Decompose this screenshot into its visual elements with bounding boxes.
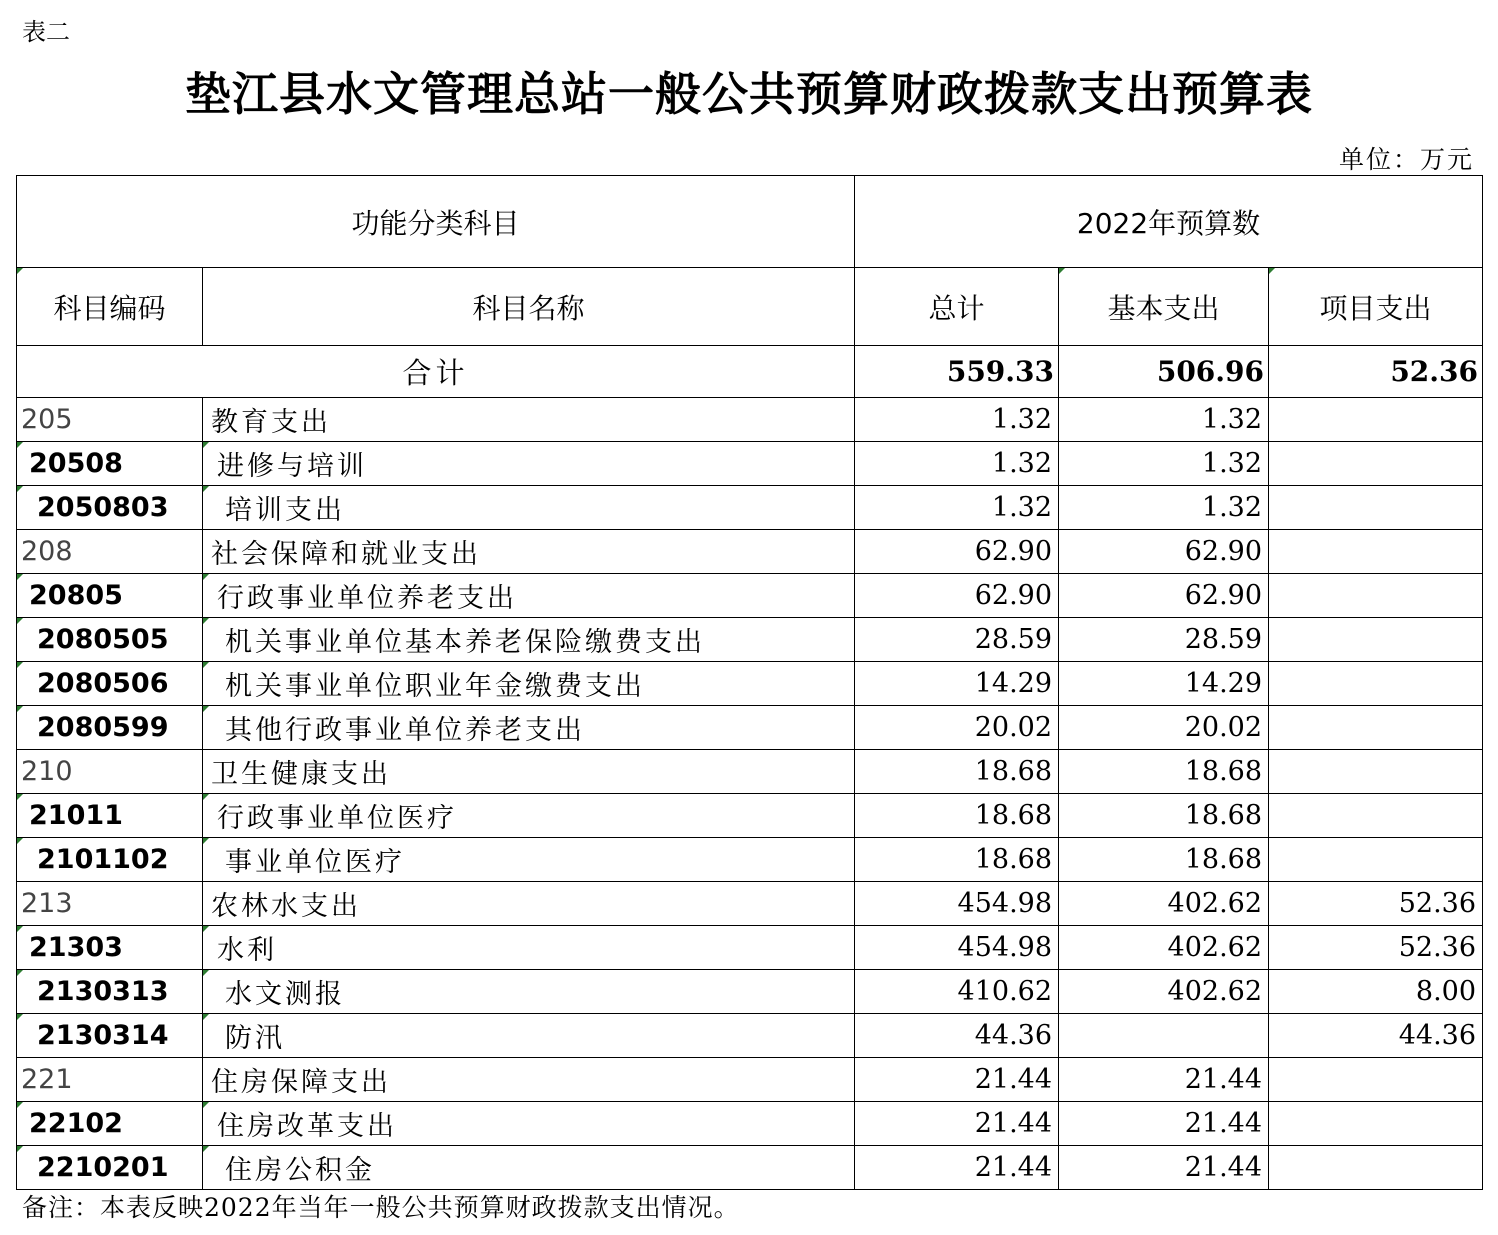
table-row — [17, 1102, 1483, 1146]
table-row — [17, 530, 1483, 574]
row-basic: 1.32 — [1059, 442, 1269, 486]
header-basic: 基本支出 — [1059, 268, 1269, 346]
header-project: 项目支出 — [1269, 268, 1483, 346]
row-basic: 28.59 — [1059, 618, 1269, 662]
row-project — [1269, 574, 1483, 618]
row-name: 培训支出 — [203, 486, 855, 530]
total-total: 559.33 — [855, 346, 1059, 398]
row-code: 221 — [17, 1058, 203, 1102]
row-project: 52.36 — [1269, 882, 1483, 926]
row-project: 44.36 — [1269, 1014, 1483, 1058]
row-code: 20508 — [17, 442, 203, 486]
row-total: 1.32 — [855, 486, 1059, 530]
row-code: 2101102 — [17, 838, 203, 882]
row-name: 行政事业单位医疗 — [203, 794, 855, 838]
row-project — [1269, 398, 1483, 442]
header-row-sub — [17, 268, 1483, 346]
row-total: 62.90 — [855, 574, 1059, 618]
row-total: 410.62 — [855, 970, 1059, 1014]
row-name: 进修与培训 — [203, 442, 855, 486]
unit-label: 单位：万元 — [1338, 145, 1474, 174]
row-basic: 21.44 — [1059, 1146, 1269, 1190]
row-name: 机关事业单位职业年金缴费支出 — [203, 662, 855, 706]
footnote: 备注：本表反映2022年当年一般公共预算财政拨款支出情况。 — [22, 1193, 740, 1222]
total-basic: 506.96 — [1059, 346, 1269, 398]
row-total: 62.90 — [855, 530, 1059, 574]
row-project — [1269, 750, 1483, 794]
row-project: 8.00 — [1269, 970, 1483, 1014]
row-name: 行政事业单位养老支出 — [203, 574, 855, 618]
table-row — [17, 618, 1483, 662]
row-total: 44.36 — [855, 1014, 1059, 1058]
row-basic: 62.90 — [1059, 530, 1269, 574]
row-code: 2130314 — [17, 1014, 203, 1058]
row-code: 2080599 — [17, 706, 203, 750]
row-basic: 402.62 — [1059, 970, 1269, 1014]
row-name: 水利 — [203, 926, 855, 970]
row-name: 防汛 — [203, 1014, 855, 1058]
row-name: 社会保障和就业支出 — [203, 530, 855, 574]
row-project — [1269, 838, 1483, 882]
row-name: 水文测报 — [203, 970, 855, 1014]
row-basic: 20.02 — [1059, 706, 1269, 750]
row-total: 21.44 — [855, 1058, 1059, 1102]
table-row — [17, 662, 1483, 706]
row-basic — [1059, 1014, 1269, 1058]
row-code: 2210201 — [17, 1146, 203, 1190]
row-name: 农林水支出 — [203, 882, 855, 926]
row-project — [1269, 530, 1483, 574]
row-project — [1269, 618, 1483, 662]
row-total: 18.68 — [855, 794, 1059, 838]
row-basic: 18.68 — [1059, 750, 1269, 794]
row-total: 21.44 — [855, 1102, 1059, 1146]
row-total: 1.32 — [855, 398, 1059, 442]
table-row — [17, 574, 1483, 618]
page-title: 垫江县水文管理总站一般公共预算财政拨款支出预算表 — [185, 67, 1313, 121]
total-label: 合计 — [17, 346, 855, 398]
table-row — [17, 838, 1483, 882]
row-code: 22102 — [17, 1102, 203, 1146]
row-name: 住房保障支出 — [203, 1058, 855, 1102]
row-code: 21303 — [17, 926, 203, 970]
row-basic: 21.44 — [1059, 1102, 1269, 1146]
table-row — [17, 1014, 1483, 1058]
row-name: 其他行政事业单位养老支出 — [203, 706, 855, 750]
row-basic: 1.32 — [1059, 398, 1269, 442]
row-name: 事业单位医疗 — [203, 838, 855, 882]
total-row — [17, 346, 1483, 398]
row-total: 454.98 — [855, 926, 1059, 970]
row-code: 2050803 — [17, 486, 203, 530]
row-project — [1269, 662, 1483, 706]
row-total: 20.02 — [855, 706, 1059, 750]
header-name: 科目名称 — [203, 268, 855, 346]
row-basic: 1.32 — [1059, 486, 1269, 530]
row-total: 28.59 — [855, 618, 1059, 662]
row-code: 2130313 — [17, 970, 203, 1014]
row-code: 2080505 — [17, 618, 203, 662]
row-project — [1269, 1146, 1483, 1190]
table-row — [17, 706, 1483, 750]
header-func-category: 功能分类科目 — [17, 176, 855, 268]
row-name: 住房改革支出 — [203, 1102, 855, 1146]
row-name: 卫生健康支出 — [203, 750, 855, 794]
row-basic: 402.62 — [1059, 926, 1269, 970]
row-code: 20805 — [17, 574, 203, 618]
row-total: 454.98 — [855, 882, 1059, 926]
budget-table — [16, 175, 1483, 1190]
table-row — [17, 398, 1483, 442]
row-basic: 18.68 — [1059, 838, 1269, 882]
row-project — [1269, 794, 1483, 838]
row-project: 52.36 — [1269, 926, 1483, 970]
header-budget-year: 2022年预算数 — [855, 176, 1483, 268]
table-row — [17, 1058, 1483, 1102]
row-project — [1269, 1058, 1483, 1102]
table-row — [17, 750, 1483, 794]
row-total: 18.68 — [855, 750, 1059, 794]
row-code: 208 — [17, 530, 203, 574]
table-row — [17, 1146, 1483, 1190]
table-row — [17, 486, 1483, 530]
header-row-top — [17, 176, 1483, 268]
header-total: 总计 — [855, 268, 1059, 346]
row-name: 住房公积金 — [203, 1146, 855, 1190]
table-row — [17, 882, 1483, 926]
row-project — [1269, 706, 1483, 750]
row-project — [1269, 442, 1483, 486]
table-row — [17, 794, 1483, 838]
row-basic: 402.62 — [1059, 882, 1269, 926]
row-name: 教育支出 — [203, 398, 855, 442]
row-basic: 62.90 — [1059, 574, 1269, 618]
row-total: 1.32 — [855, 442, 1059, 486]
row-project — [1269, 486, 1483, 530]
row-code: 2080506 — [17, 662, 203, 706]
table-row — [17, 442, 1483, 486]
row-total: 18.68 — [855, 838, 1059, 882]
row-code: 213 — [17, 882, 203, 926]
row-code: 205 — [17, 398, 203, 442]
row-basic: 14.29 — [1059, 662, 1269, 706]
row-total: 14.29 — [855, 662, 1059, 706]
table-row — [17, 970, 1483, 1014]
row-code: 210 — [17, 750, 203, 794]
table-number-label: 表二 — [22, 18, 70, 46]
header-code: 科目编码 — [17, 268, 203, 346]
row-basic: 21.44 — [1059, 1058, 1269, 1102]
row-basic: 18.68 — [1059, 794, 1269, 838]
row-name: 机关事业单位基本养老保险缴费支出 — [203, 618, 855, 662]
row-project — [1269, 1102, 1483, 1146]
table-row — [17, 926, 1483, 970]
row-code: 21011 — [17, 794, 203, 838]
total-project: 52.36 — [1269, 346, 1483, 398]
row-total: 21.44 — [855, 1146, 1059, 1190]
